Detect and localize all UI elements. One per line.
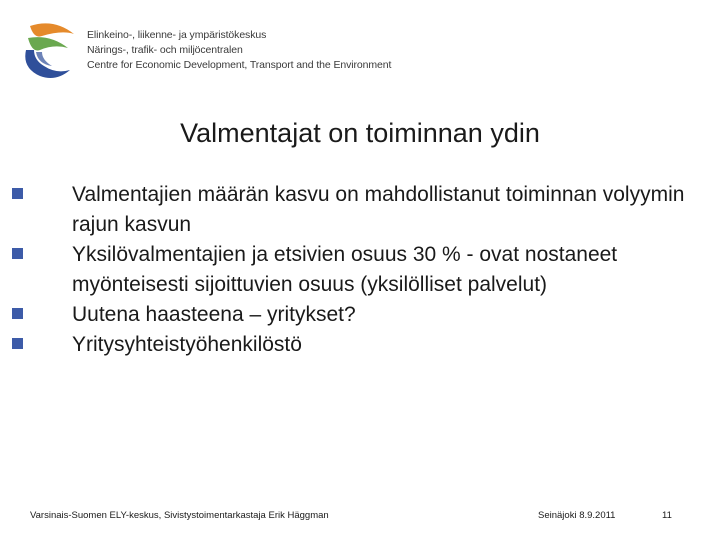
footer-date: Seinäjoki 8.9.2011	[538, 510, 616, 521]
org-name-english: Centre for Economic Development, Transport and the Environment	[87, 59, 392, 71]
bullet-item	[72, 330, 692, 360]
bullet-item	[72, 240, 692, 300]
org-name-swedish: Närings-, trafik- och miljöcentralen	[87, 44, 243, 56]
bullet-text: Yksilövalmentajien ja etsivien osuus 30 % - ovat nostaneet myönteisesti sijoittuvien osuus (yksilölliset palvelut)	[72, 243, 618, 296]
bullet-marker-icon	[12, 248, 23, 259]
bullet-marker-icon	[12, 188, 23, 199]
bullet-list	[72, 180, 692, 360]
bullet-marker-icon	[12, 338, 23, 349]
bullet-text: Uutena haasteena – yritykset?	[72, 303, 356, 326]
bullet-item	[72, 180, 692, 240]
org-name-finnish: Elinkeino-, liikenne- ja ympäristökeskus	[87, 29, 267, 41]
bullet-text: Valmentajien määrän kasvu on mahdollistanut toiminnan volyymin rajun kasvun	[72, 183, 685, 236]
organization-name	[87, 28, 391, 73]
ely-centre-logo-icon	[20, 20, 78, 80]
bullet-item	[72, 300, 692, 330]
bullet-text: Yritysyhteistyöhenkilöstö	[72, 333, 302, 356]
page-number: 11	[662, 510, 672, 521]
slide-title: Valmentajat on toiminnan ydin	[180, 118, 540, 148]
bullet-marker-icon	[12, 308, 23, 319]
footer-author: Varsinais-Suomen ELY-keskus, Sivistystoimentarkastaja Erik Häggman	[30, 510, 329, 521]
